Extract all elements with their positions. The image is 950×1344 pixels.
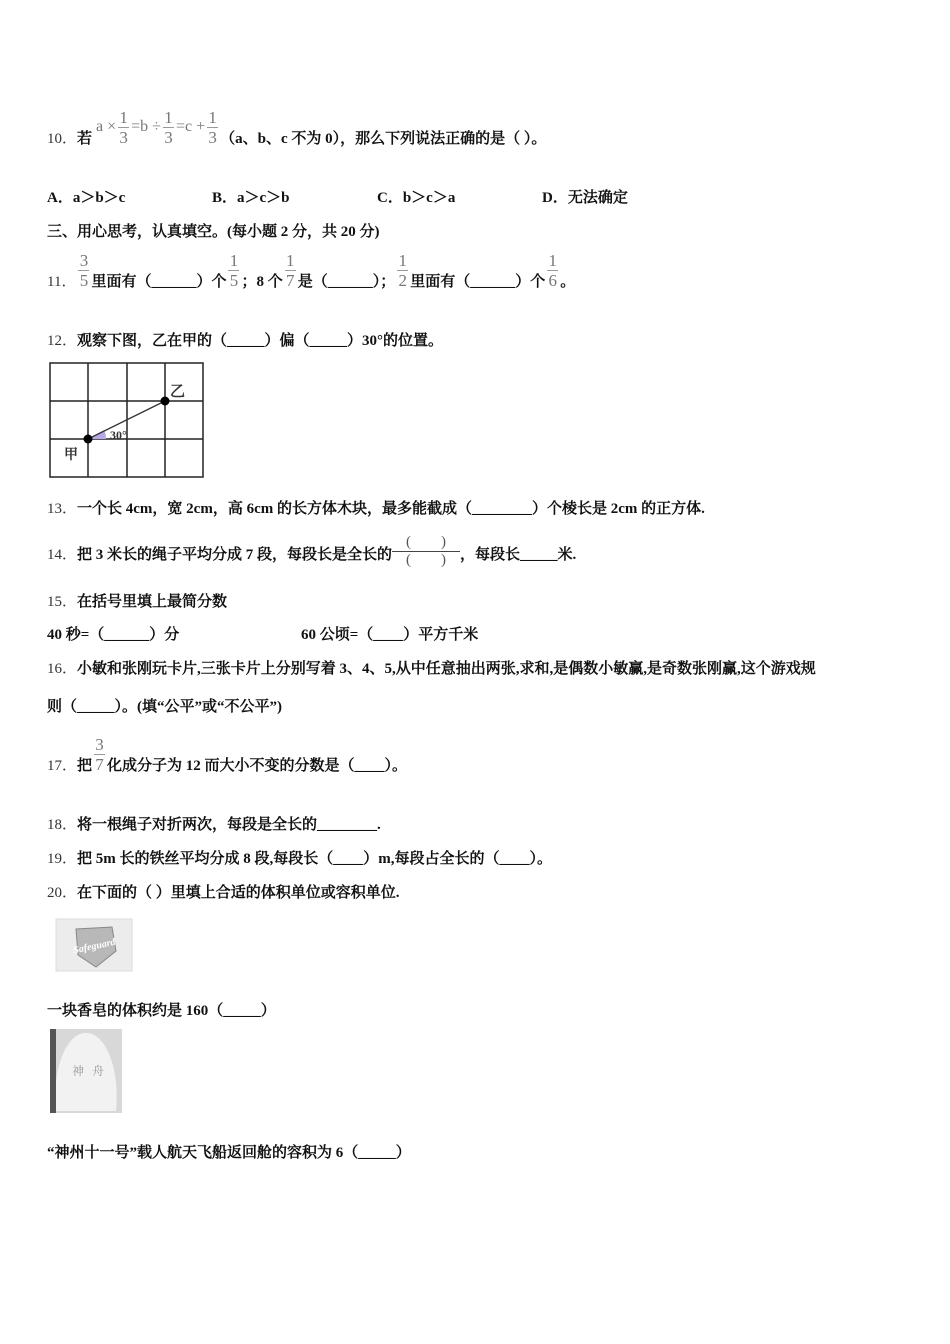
q-number: 11． <box>47 273 77 290</box>
capsule-image <box>50 1029 122 1113</box>
q-text: 观察下图，乙在甲的（_____）偏（_____）30°的位置。 <box>77 332 444 349</box>
option-b: B．a＞c＞b <box>212 190 290 206</box>
denominator: 6 <box>548 270 558 290</box>
question-16-continued: 则（_____）。(填“公平”或“不公平”) <box>47 698 282 715</box>
svg-text:神: 神 <box>72 1064 85 1078</box>
q-number: 13． <box>47 500 78 517</box>
q-text: 。 <box>560 273 576 290</box>
q-text: 化成分子为 12 而大小不变的分数是（____）。 <box>107 757 408 774</box>
q-number: 10． <box>47 130 78 147</box>
question-20 <box>47 880 400 902</box>
soap-question: 一块香皂的体积约是 160（_____） <box>47 1002 276 1019</box>
label-angle: 30° <box>110 428 127 442</box>
q-text: ，每段长_____米. <box>460 546 577 563</box>
fraction <box>397 251 408 290</box>
q-number: 19． <box>47 850 78 867</box>
numerator: 3 <box>79 250 89 270</box>
denominator-blank: ( ) <box>406 551 447 568</box>
label-jia: 甲 <box>64 448 78 463</box>
q-text: 把 <box>77 757 93 774</box>
q-text: 将一根绳子对折两次，每段是全长的________. <box>77 816 381 833</box>
q-text: 在下面的（ ）里填上合适的体积单位或容积单位. <box>77 884 400 901</box>
capsule-question: “神州十一号”载人航天飞船返回舱的容积为 6（_____） <box>47 1144 411 1161</box>
denominator: 7 <box>285 270 295 290</box>
question-15 <box>47 589 227 611</box>
option-a: A．a＞b＞c <box>47 190 126 206</box>
numerator: 3 <box>95 734 104 754</box>
question-13 <box>47 496 705 518</box>
point-yi <box>161 397 170 406</box>
q-number: 17． <box>47 757 78 774</box>
fraction-blank <box>392 534 460 569</box>
denominator: 3 <box>208 127 217 147</box>
denominator: 2 <box>398 270 407 290</box>
denominator: 3 <box>119 127 128 147</box>
numerator: 1 <box>208 107 217 127</box>
numerator: 1 <box>119 107 128 127</box>
q-text: 是（______）； <box>297 273 396 290</box>
option-c: C．b＞c＞a <box>377 190 456 206</box>
q-text: 小敏和张刚玩卡片,三张卡片上分别写着 3、4、5,从中任意抽出两张,求和,是偶数小敏赢,是奇数张刚赢,这个游戏规 <box>77 660 816 677</box>
numerator: 1 <box>164 107 173 127</box>
fraction <box>163 108 174 147</box>
q-text: 一个长 4cm，宽 2cm，高 6cm 的长方体木块，最多能截成（________）个棱长是 2cm 的正方体. <box>77 500 705 517</box>
point-jia <box>84 435 93 444</box>
question-11 <box>47 250 576 291</box>
denominator: 5 <box>79 270 89 290</box>
numerator: 1 <box>548 250 558 270</box>
svg-text:舟: 舟 <box>92 1064 105 1078</box>
fraction <box>94 735 105 774</box>
numerator-blank: ( ) <box>406 533 447 550</box>
fraction <box>78 251 89 290</box>
fraction <box>228 251 239 290</box>
fraction <box>285 251 296 290</box>
q-text: ；8 个 <box>241 273 283 290</box>
q-text: 若 <box>77 130 93 147</box>
fraction <box>118 108 129 147</box>
question-14 <box>47 533 577 568</box>
q-text: 里面有（______）个 <box>410 273 546 290</box>
q15-part-b: 60 公顷=（____）平方千米 <box>301 627 479 643</box>
expr-a: a × <box>96 118 117 135</box>
question-10 <box>47 107 547 148</box>
section-3-heading: 三、用心思考，认真填空。(每小题 2 分，共 20 分) <box>47 223 380 240</box>
denominator: 7 <box>95 754 104 774</box>
q15-part-a: 40 秒=（______）分 <box>47 627 180 643</box>
expr-b: =b ÷ <box>131 118 161 135</box>
fraction <box>547 251 558 290</box>
q-text: （a、b、c 不为 0），那么下列说法正确的是（ ）。 <box>220 130 547 147</box>
fraction <box>207 108 218 147</box>
q-number: 12． <box>47 332 78 349</box>
denominator: 3 <box>164 127 173 147</box>
q-number: 16． <box>47 660 78 677</box>
numerator: 1 <box>398 250 407 270</box>
direction-grid-figure <box>48 362 206 480</box>
option-d: D．无法确定 <box>542 190 628 206</box>
question-19 <box>47 846 552 868</box>
expr-c: =c + <box>175 118 206 135</box>
q-number: 18． <box>47 816 78 833</box>
soap-logo: Safeguard <box>72 936 117 957</box>
numerator: 1 <box>229 250 239 270</box>
q-text: 里面有（______）个 <box>91 273 227 290</box>
label-yi: 乙 <box>170 384 186 400</box>
q-number: 15． <box>47 593 78 610</box>
question-16 <box>47 656 816 678</box>
soap-image <box>54 915 136 977</box>
numerator: 1 <box>285 250 295 270</box>
question-12 <box>47 328 443 350</box>
q-text: 在括号里填上最简分数 <box>77 593 228 610</box>
q-text: 把 5m 长的铁丝平均分成 8 段,每段长（____）m,每段占全长的（____）。 <box>77 850 553 867</box>
q-number: 20． <box>47 884 78 901</box>
q-number: 14． <box>47 546 78 563</box>
question-18 <box>47 812 381 834</box>
q-text: 把 3 米长的绳子平均分成 7 段，每段长是全长的 <box>77 546 393 563</box>
question-17 <box>47 734 408 775</box>
denominator: 5 <box>229 270 239 290</box>
